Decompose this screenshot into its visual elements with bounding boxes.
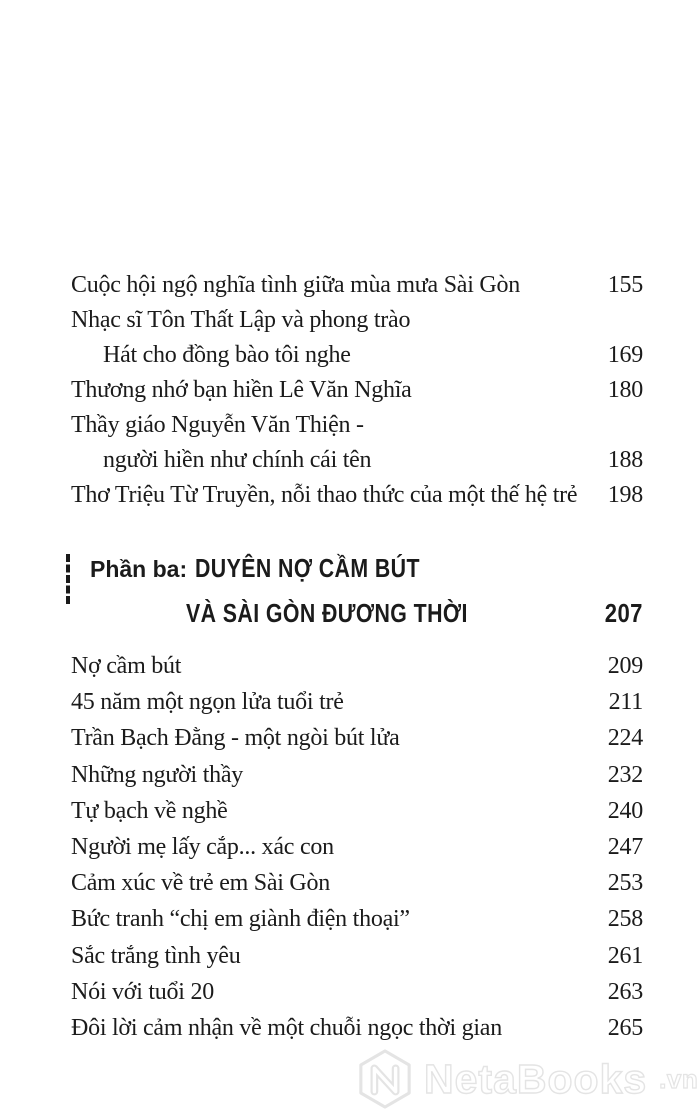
toc-entry-title: Cảm xúc về trẻ em Sài Gòn — [71, 870, 331, 897]
section-header-line2 — [90, 591, 643, 635]
toc-entry-title: Tự bạch về nghề — [71, 797, 228, 824]
toc-entry-title: 45 năm một ngọn lửa tuổi trẻ — [71, 689, 344, 716]
toc-entry — [71, 865, 643, 901]
toc-entry-title: Người mẹ lấy cắp... xác con — [71, 834, 334, 861]
toc-entry — [71, 901, 643, 937]
toc-entry-title: người hiền như chính cái tên — [103, 447, 372, 473]
toc-entry-page: 247 — [607, 834, 643, 861]
toc-entry — [71, 1010, 643, 1046]
toc-entry-title: Sắc trắng tình yêu — [71, 942, 241, 969]
netabooks-hexagon-logo-icon — [356, 1048, 414, 1110]
toc-entry — [71, 478, 643, 513]
toc-entry-page: 263 — [607, 978, 643, 1005]
toc-entry-page: 188 — [607, 447, 643, 473]
toc-entry — [71, 338, 643, 373]
toc-entry — [71, 793, 643, 829]
toc-entry-title: Thầy giáo Nguyễn Văn Thiện - — [71, 412, 364, 438]
toc-entry — [71, 684, 643, 720]
toc-entry-page: 265 — [607, 1015, 643, 1042]
toc-entry-title: Thơ Triệu Từ Truyền, nỗi thao thức của một thế hệ trẻ — [71, 482, 578, 508]
toc-entry-page: 169 — [607, 342, 643, 368]
toc-entry-title: Hát cho đồng bào tôi nghe — [103, 342, 351, 368]
toc-entry — [71, 648, 643, 684]
toc-entry-page: 209 — [607, 653, 643, 679]
toc-entry — [71, 829, 643, 865]
toc-entry-page: 261 — [607, 942, 643, 969]
section-page-number: 207 — [604, 598, 643, 628]
toc-section-top — [71, 268, 643, 513]
toc-entry-title: Nợ cầm bút — [71, 653, 182, 679]
toc-entry-page: 253 — [607, 870, 643, 897]
toc-entry — [71, 268, 643, 303]
toc-entry — [71, 373, 643, 408]
toc-entry — [71, 443, 643, 478]
toc-entry-title: Thương nhớ bạn hiền Lê Văn Nghĩa — [71, 377, 412, 403]
toc-entry-page: 258 — [607, 906, 643, 933]
section-header-line1 — [90, 546, 643, 591]
toc-entry-page: 211 — [608, 689, 643, 716]
toc-entry-title: Cuộc hội ngộ nghĩa tình giữa mùa mưa Sài Gòn — [71, 272, 520, 298]
toc-entry — [71, 757, 643, 793]
toc-entry-page: 232 — [607, 761, 643, 788]
toc-section-bottom — [71, 648, 643, 1046]
toc-entry — [71, 303, 643, 338]
toc-entry — [71, 720, 643, 756]
toc-entry-title: Trần Bạch Đằng - một ngòi bút lửa — [71, 725, 400, 752]
toc-entry — [71, 974, 643, 1010]
toc-entry — [71, 408, 643, 443]
toc-entry-page: 180 — [607, 377, 643, 403]
netabooks-watermark — [356, 1046, 699, 1112]
toc-entry-title: Nói với tuổi 20 — [71, 978, 214, 1005]
toc-entry-title: Bức tranh “chị em giành điện thoại” — [71, 906, 410, 933]
section-header-part-three — [66, 546, 643, 635]
toc-entry-page: 240 — [607, 797, 643, 824]
section-title-line1: DUYÊN NỢ CẦM BÚT — [195, 553, 421, 583]
watermark-brand-text: NetaBooks — [424, 1055, 648, 1102]
toc-entry-title: Đôi lời cảm nhận về một chuỗi ngọc thời gian — [71, 1015, 502, 1042]
toc-entry-page: 198 — [607, 482, 643, 508]
section-header-content — [90, 546, 643, 635]
toc-entry — [71, 938, 643, 974]
part-label: Phần ba: — [90, 556, 188, 582]
toc-entry-page: 224 — [607, 725, 643, 752]
watermark-tld-text: .vn — [659, 1064, 699, 1094]
toc-entry-page: 155 — [607, 272, 643, 298]
dashed-marker-bar — [66, 554, 70, 604]
toc-entry-title: Nhạc sĩ Tôn Thất Lập và phong trào — [71, 307, 411, 333]
section-title-line2: VÀ SÀI GÒN ĐƯƠNG THỜI — [186, 598, 468, 628]
toc-entry-title: Những người thầy — [71, 761, 244, 788]
